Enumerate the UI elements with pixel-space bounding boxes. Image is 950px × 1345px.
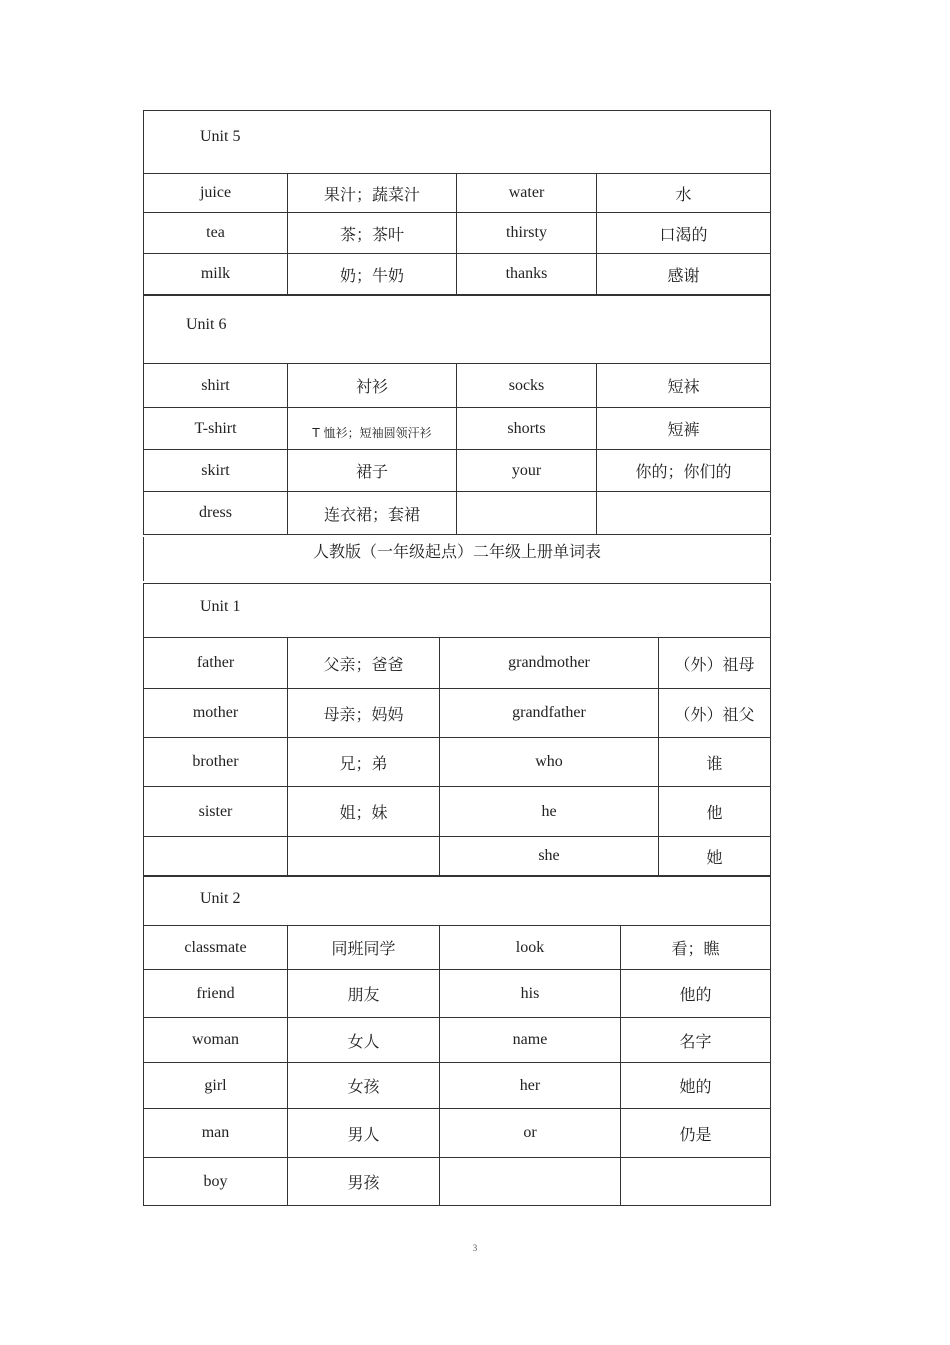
word-chinese: 她 bbox=[706, 847, 723, 867]
unit1-header bbox=[143, 583, 771, 637]
table-cell bbox=[439, 1157, 620, 1206]
word-chinese: 茶；茶叶 bbox=[339, 224, 404, 244]
unit5-title: Unit 5 bbox=[200, 128, 241, 145]
table-cell bbox=[456, 363, 596, 407]
table-cell bbox=[439, 1017, 620, 1062]
table-cell bbox=[439, 637, 658, 688]
table-cell bbox=[287, 253, 456, 295]
table-cell bbox=[143, 925, 287, 969]
table-cell bbox=[143, 637, 287, 688]
table-cell bbox=[620, 1062, 771, 1108]
table-cell bbox=[143, 969, 287, 1017]
word-english: man bbox=[201, 1124, 230, 1141]
page-number: 3 bbox=[472, 1243, 478, 1253]
table-cell bbox=[596, 449, 771, 491]
word-english: grandmother bbox=[508, 654, 590, 671]
word-english: shirt bbox=[201, 376, 230, 394]
table-cell bbox=[287, 1017, 439, 1062]
table-cell bbox=[596, 407, 771, 449]
word-chinese: 口渴的 bbox=[659, 224, 708, 244]
word-english: skirt bbox=[201, 461, 230, 479]
table-cell bbox=[143, 1108, 287, 1157]
table-cell bbox=[658, 637, 771, 688]
word-chinese: 母亲；妈妈 bbox=[323, 704, 404, 724]
word-chinese: 连衣裙；套裙 bbox=[323, 504, 420, 524]
word-english: friend bbox=[196, 984, 235, 1002]
word-chinese: 男人 bbox=[347, 1124, 380, 1144]
table-cell bbox=[456, 173, 596, 212]
table-cell bbox=[620, 1157, 771, 1206]
table-cell bbox=[143, 688, 287, 737]
unit2-header bbox=[143, 876, 771, 925]
table-cell bbox=[620, 1017, 771, 1062]
table-cell bbox=[143, 1157, 287, 1206]
table-cell bbox=[456, 491, 596, 535]
word-english: his bbox=[520, 984, 540, 1002]
word-chinese: 女孩 bbox=[347, 1077, 380, 1096]
table-cell bbox=[143, 786, 287, 836]
table-cell bbox=[143, 1062, 287, 1108]
table-cell bbox=[620, 969, 771, 1017]
table-cell bbox=[143, 737, 287, 786]
word-english: thanks bbox=[505, 265, 548, 282]
table-cell bbox=[596, 173, 771, 212]
table-cell bbox=[287, 688, 439, 737]
word-english: milk bbox=[200, 265, 231, 282]
word-english: look bbox=[515, 938, 545, 956]
table-cell bbox=[287, 1062, 439, 1108]
word-english: brother bbox=[192, 753, 239, 770]
table-cell bbox=[456, 407, 596, 449]
word-chinese: 姐；妹 bbox=[339, 803, 388, 822]
unit5-header bbox=[143, 110, 771, 173]
word-chinese: 果汁；蔬菜汁 bbox=[323, 184, 420, 204]
table-cell bbox=[287, 969, 439, 1017]
word-chinese: 谁 bbox=[706, 753, 723, 773]
unit2-title: Unit 2 bbox=[200, 890, 241, 907]
table-cell bbox=[439, 688, 658, 737]
table-cell bbox=[456, 212, 596, 253]
table-cell bbox=[658, 836, 771, 876]
table-cell bbox=[143, 253, 287, 295]
word-english: your bbox=[511, 461, 542, 479]
table-cell bbox=[596, 253, 771, 295]
table-cell bbox=[287, 637, 439, 688]
table-cell bbox=[143, 212, 287, 253]
table-cell bbox=[143, 173, 287, 212]
word-chinese: 奶；牛奶 bbox=[339, 265, 404, 285]
table-cell bbox=[439, 925, 620, 969]
word-chinese: 水 bbox=[675, 184, 692, 204]
table-cell bbox=[596, 491, 771, 535]
table-cell bbox=[287, 737, 439, 786]
table-cell bbox=[287, 407, 456, 449]
table-cell bbox=[143, 407, 287, 449]
table-cell bbox=[439, 1062, 620, 1108]
word-chinese: 女人 bbox=[347, 1031, 380, 1051]
table-cell bbox=[143, 836, 287, 876]
word-english: socks bbox=[508, 376, 545, 394]
table-cell bbox=[287, 363, 456, 407]
unit6-header bbox=[143, 295, 771, 363]
word-english: thirsty bbox=[506, 224, 547, 241]
word-english: sister bbox=[198, 802, 233, 820]
word-english: mother bbox=[192, 704, 239, 721]
table-cell bbox=[287, 1108, 439, 1157]
word-chinese: 看；瞧 bbox=[671, 939, 720, 958]
word-chinese: 你的；你们的 bbox=[635, 462, 732, 481]
table-cell bbox=[596, 363, 771, 407]
word-chinese: 男孩 bbox=[347, 1173, 380, 1192]
word-chinese: 裙子 bbox=[355, 462, 388, 481]
table-cell bbox=[596, 212, 771, 253]
word-english: she bbox=[538, 847, 560, 864]
table-cell bbox=[287, 836, 439, 876]
table-cell bbox=[287, 925, 439, 969]
word-chinese: （外）祖母 bbox=[674, 654, 755, 674]
section-title: 人教版（一年级起点）二年级上册单词表 bbox=[143, 537, 771, 581]
word-english: who bbox=[535, 753, 563, 770]
word-english: father bbox=[196, 654, 235, 671]
word-chinese: 短袜 bbox=[667, 377, 700, 396]
word-chinese: 父亲；爸爸 bbox=[323, 654, 404, 674]
word-english: girl bbox=[204, 1076, 227, 1094]
word-chinese: 名字 bbox=[679, 1031, 712, 1051]
word-english: boy bbox=[203, 1172, 228, 1190]
word-chinese: 仍是 bbox=[679, 1124, 712, 1144]
table-cell bbox=[439, 836, 658, 876]
word-english: classmate bbox=[184, 938, 247, 956]
word-english: shorts bbox=[507, 419, 546, 437]
table-cell bbox=[143, 449, 287, 491]
table-cell bbox=[143, 491, 287, 535]
word-english: he bbox=[541, 802, 557, 820]
table-cell bbox=[456, 253, 596, 295]
table-cell bbox=[287, 1157, 439, 1206]
table-cell bbox=[287, 786, 439, 836]
word-english: or bbox=[523, 1124, 537, 1141]
unit6-title: Unit 6 bbox=[186, 316, 227, 333]
table-cell bbox=[439, 737, 658, 786]
word-english: tea bbox=[206, 224, 225, 241]
word-chinese: 同班同学 bbox=[331, 939, 396, 958]
word-chinese: 感谢 bbox=[667, 265, 700, 285]
table-cell bbox=[439, 969, 620, 1017]
table-cell bbox=[439, 786, 658, 836]
table-cell bbox=[620, 925, 771, 969]
unit1-title: Unit 1 bbox=[200, 598, 241, 615]
table-cell bbox=[658, 737, 771, 786]
table-cell bbox=[658, 786, 771, 836]
word-chinese: 衬衫 bbox=[355, 377, 388, 396]
word-chinese: T 恤衫；短袖圆领汗衫 bbox=[312, 426, 432, 440]
word-chinese: （外）祖父 bbox=[674, 704, 755, 724]
table-cell bbox=[143, 1017, 287, 1062]
word-english: T-shirt bbox=[194, 419, 237, 437]
word-english: her bbox=[519, 1076, 541, 1094]
word-chinese: 他的 bbox=[679, 985, 712, 1004]
word-chinese: 朋友 bbox=[347, 985, 380, 1004]
table-cell bbox=[287, 449, 456, 491]
word-english: dress bbox=[199, 504, 232, 521]
word-chinese: 他 bbox=[706, 803, 723, 822]
word-english: grandfather bbox=[512, 704, 586, 721]
table-cell bbox=[620, 1108, 771, 1157]
word-english: name bbox=[512, 1031, 548, 1048]
word-english: water bbox=[508, 184, 545, 201]
table-cell bbox=[439, 1108, 620, 1157]
table-cell bbox=[287, 212, 456, 253]
table-cell bbox=[287, 173, 456, 212]
table-cell bbox=[456, 449, 596, 491]
word-chinese: 她的 bbox=[679, 1077, 712, 1096]
table-cell bbox=[143, 363, 287, 407]
word-english: woman bbox=[191, 1031, 240, 1048]
table-cell bbox=[658, 688, 771, 737]
word-chinese: 短裤 bbox=[667, 420, 700, 439]
table-cell bbox=[287, 491, 456, 535]
word-english: juice bbox=[199, 184, 232, 201]
word-chinese: 兄；弟 bbox=[339, 753, 388, 773]
